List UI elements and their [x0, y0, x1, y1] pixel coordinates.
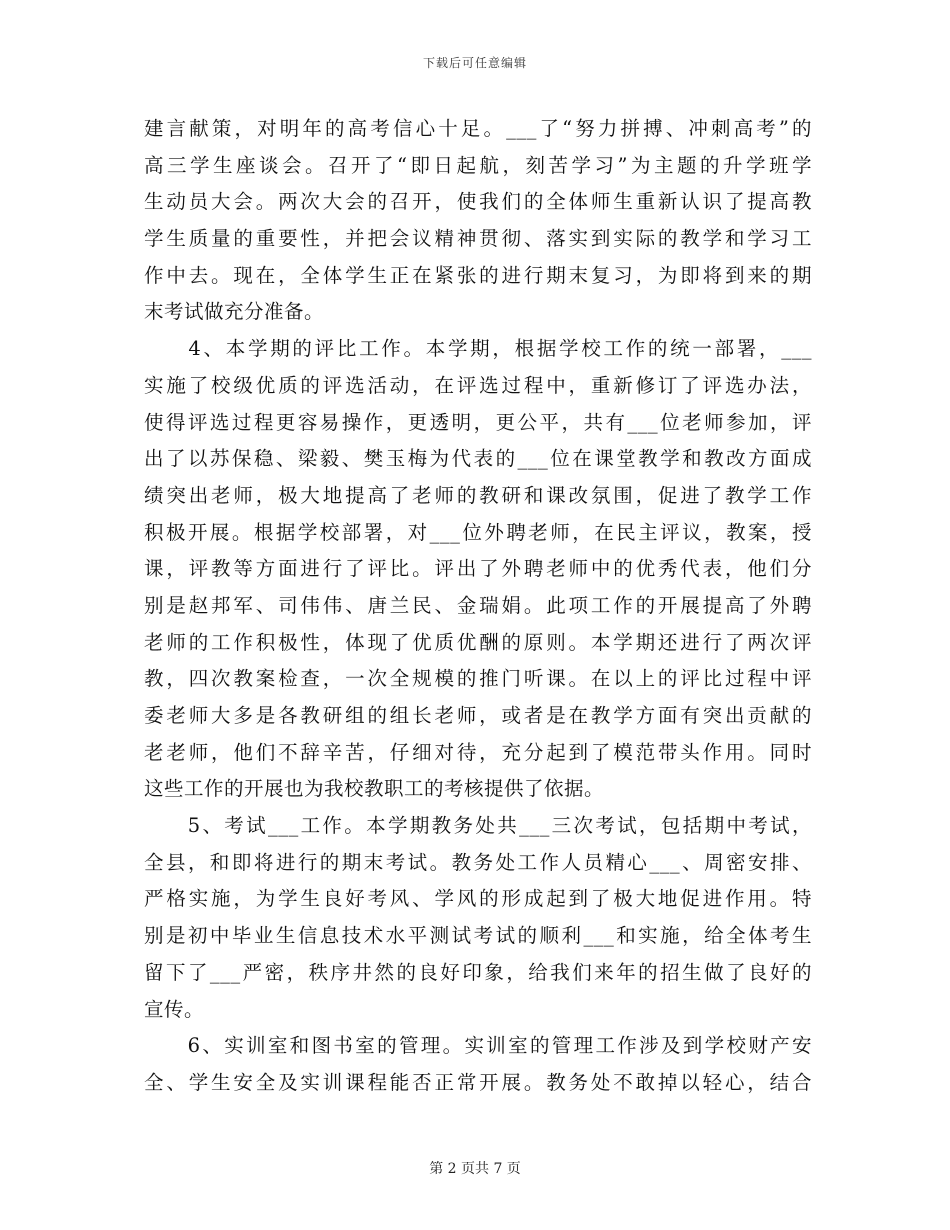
- text-line: 建言献策，对明年的高考信心十足。___了“努力拼搏、冲刺高考”的: [144, 117, 812, 140]
- page-header: 下载后可任意编辑: [422, 56, 527, 70]
- text-line: 5、考试___工作。本学期教务处共___三次考试，包括期中考试，: [144, 814, 812, 838]
- text-line: 学生质量的重要性，并把会议精神贯彻、落实到实际的教学和学习工: [144, 227, 812, 251]
- text-line: 4、本学期的评比工作。本学期，根据学校工作的统一部署，___: [144, 337, 812, 361]
- text-line: 末考试做充分准备。: [144, 300, 325, 324]
- text-line: 宣传。: [144, 997, 205, 1021]
- text-line: 全县，和即将进行的期末考试。教务处工作人员精心___、周密安排、: [144, 850, 812, 874]
- document-body: [144, 111, 812, 1102]
- text-line: 出了以苏保稳、梁毅、樊玉梅为代表的___位在课堂教学和教改方面成: [144, 447, 812, 471]
- text-line: 作中去。现在，全体学生正在紧张的进行期末复习，为即将到来的期: [144, 263, 812, 287]
- paragraph-exam-work: [144, 808, 812, 1028]
- text-line: 绩突出老师，极大地提高了老师的教研和课改氛围，促进了教学工作: [144, 483, 812, 507]
- paragraph-evaluation-work: [144, 331, 812, 808]
- text-line: 高三学生座谈会。召开了“即日起航，刻苦学习”为主题的升学班学: [144, 153, 812, 177]
- text-line: 留下了___严密，秩序井然的良好印象，给我们来年的招生做了良好的: [144, 960, 812, 984]
- text-line: 生动员大会。两次大会的召开，使我们的全体师生重新认识了提高教: [144, 190, 812, 214]
- text-line: 教，四次教案检查，一次全规模的推门听课。在以上的评比过程中评: [144, 667, 812, 691]
- page-number: 第 2 页共 7 页: [429, 1161, 521, 1177]
- text-line: 老师的工作积极性，体现了优质优酬的原则。本学期还进行了两次评: [144, 630, 812, 654]
- paragraph-continuation: [144, 111, 812, 331]
- paragraph-lab-library: [144, 1028, 812, 1101]
- text-line: 这些工作的开展也为我校教职工的考核提供了依据。: [144, 777, 605, 801]
- text-line: 严格实施，为学生良好考风、学风的形成起到了极大地促进作用。特: [144, 887, 812, 911]
- text-line: 积极开展。根据学校部署，对___位外聘老师，在民主评议，教案，授: [144, 520, 812, 544]
- text-line: 委老师大多是各教研组的组长老师，或者是在教学方面有突出贡献的: [144, 704, 812, 727]
- text-line: 使得评选过程更容易操作，更透明，更公平，共有___位老师参加，评: [144, 410, 812, 434]
- text-line: 老老师，他们不辞辛苦，仔细对待，充分起到了模范带头作用。同时: [144, 740, 812, 764]
- text-line: 别是初中毕业生信息技术水平测试考试的顺利___和实施，给全体考生: [144, 924, 812, 948]
- text-line: 实施了校级优质的评选活动，在评选过程中，重新修订了评选办法，: [144, 373, 812, 397]
- text-line: 6、实训室和图书室的管理。实训室的管理工作涉及到学校财产安: [144, 1034, 812, 1058]
- text-line: 课，评教等方面进行了评比。评出了外聘老师中的优秀代表，他们分: [144, 557, 812, 581]
- text-line: 别是赵邦军、司伟伟、唐兰民、金瑞娟。此项工作的开展提高了外聘: [144, 593, 812, 617]
- text-line: 全、学生安全及实训课程能否正常开展。教务处不敢掉以轻心，结合: [144, 1070, 812, 1094]
